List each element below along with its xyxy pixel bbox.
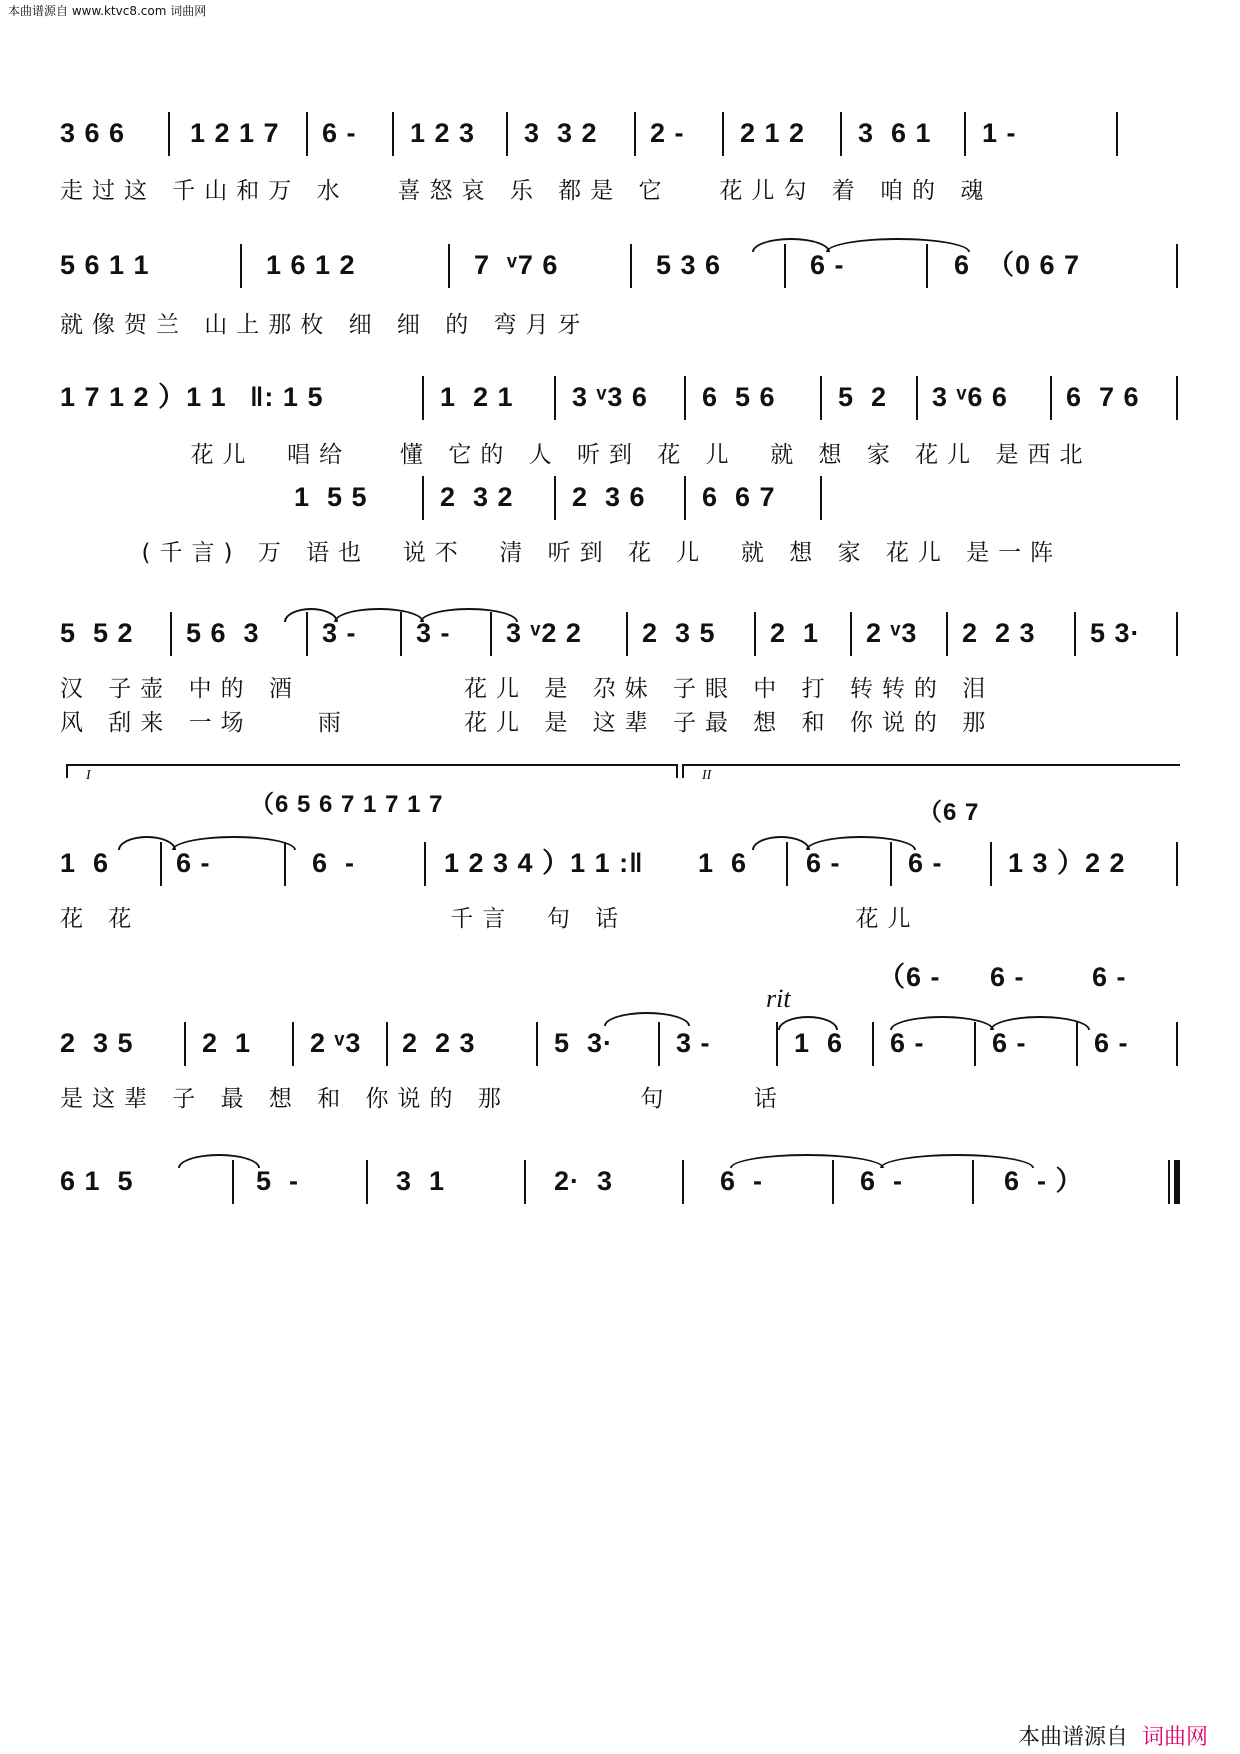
measure: 6 - [312,848,356,878]
barline [400,612,402,656]
measure: 5 - [256,1166,300,1196]
notes-line-5 [60,842,1180,886]
barline [554,376,556,420]
measure: 2 ᵛ3 [310,1028,362,1058]
measure: 6 1 5 [60,1166,134,1196]
measure: 6 - [890,1028,925,1058]
barline [832,1160,834,1204]
barline [284,842,286,886]
footer-credit [1018,1720,1208,1751]
measure: 5 2 [838,382,888,412]
measure: 3 ᵛ3 6 [572,382,648,412]
measure: 1 3 ）2 2 [1008,848,1126,878]
measure: 6 - [810,250,845,280]
measure: 2 - [650,118,685,148]
measure: 2 1 [770,618,820,648]
measure: 5 5 2 [60,618,134,648]
measure: 6 5 6 [702,382,776,412]
measure: 2 3 2 [440,482,514,512]
measure: 3 - [416,618,451,648]
upper-notes: 6 - [1092,962,1127,992]
measure: 6 - [322,118,357,148]
barline [722,112,724,156]
notes-line-3 [60,376,1180,420]
barline [964,112,966,156]
footer-source-text: 本曲谱源自 [1017,1725,1128,1750]
lyrics-line-3b: (千言) 万 语也 说不 清 听到 花 儿 就 想 家 花儿 是一阵 [60,540,1063,566]
measure: 5 3· [1090,618,1141,648]
final-barline [1168,1160,1170,1204]
measure: 2 3 6 [572,482,646,512]
barline [946,612,948,656]
measure: 2 1 [202,1028,252,1058]
measure: 7 ᵛ7 6 [474,250,559,280]
barline [170,612,172,656]
measure: 6 - [1094,1028,1129,1058]
barline [366,1160,368,1204]
measure: 1 7 1 2 ）1 1 [60,382,227,412]
volta-second-label: II [702,768,712,783]
barline [422,476,424,520]
barline [684,376,686,420]
barline [536,1022,538,1066]
barline [820,476,822,520]
notes-line-6 [60,1022,1180,1066]
lyrics-line-4a: 汉 子壶 中的 酒 花儿 是 尕妹 子眼 中 打 转转的 泪 [60,676,995,702]
barline [184,1022,186,1066]
measure: 5 3· [554,1028,614,1058]
repeat-start-measure: ‖: 1 5 [250,382,324,412]
measure: 5 3 6 [656,250,722,280]
barline [916,376,918,420]
upper-notes: （6 7 [918,799,980,826]
measure: 6 6 7 [702,482,776,512]
measure: 3 ᵛ2 2 [506,618,582,648]
barline [1176,612,1178,656]
notes-line-2 [60,244,1180,288]
barline [306,612,308,656]
lyrics-line-5: 花 花 千言 句 话 花儿 [60,906,920,932]
barline [776,1022,778,1066]
barline [850,612,852,656]
measure: 6 - [908,848,943,878]
measure: 6 - [176,848,211,878]
barline [1176,376,1178,420]
volta-bracket [66,764,1180,783]
barline [974,1022,976,1066]
barline [784,244,786,288]
notes-line-7 [60,1160,1180,1204]
measure: 1 2 3 [410,118,476,148]
measure: 2 1 2 [740,118,806,148]
barline [840,112,842,156]
barline [754,612,756,656]
barline [972,1160,974,1204]
barline [684,476,686,520]
measure: 3 3 2 [524,118,598,148]
notes-line-3b [60,476,1180,520]
lyrics-line-3a: 花儿 唱给 懂 它的 人 听到 花 儿 就 想 家 花儿 是西北 [60,442,1092,468]
source-watermark: 本曲谱源自 www.ktvc8.com 词曲网 [8,4,207,18]
barline [386,1022,388,1066]
upper-notes: （6 5 6 7 1 7 1 7 [250,791,444,818]
barline [890,842,892,886]
measure: 5 6 1 1 [60,250,150,280]
measure: 1 5 5 [294,482,368,512]
measure: 6 - [806,848,841,878]
measure: 3 - [676,1028,711,1058]
measure: 1 2 3 4 ）1 1 :‖ [444,848,644,878]
barline [1074,612,1076,656]
barline [232,1160,234,1204]
lyrics-line-1: 走过这 千山和万 水 喜怒哀 乐 都是 它 花儿勾 着 咱的 魂 [60,178,993,204]
barline [872,1022,874,1066]
barline [292,1022,294,1066]
barline [990,842,992,886]
measure: 3 6 1 [858,118,932,148]
measure: 2· 3 [554,1166,614,1196]
volta-first-label: I [86,768,91,783]
measure: 1 6 1 2 [266,250,356,280]
measure: 3 6 6 [60,118,126,148]
footer-site-link[interactable]: 词曲网 [1141,1725,1208,1750]
measure: 1 6 [60,848,110,878]
barline [524,1160,526,1204]
barline [422,376,424,420]
final-barline-thick [1174,1160,1180,1204]
lyrics-line-6: 是这辈 子 最 想 和 你说的 那 句 话 [60,1086,786,1112]
measure: 6 - [992,1028,1027,1058]
barline [820,376,822,420]
barline [658,1022,660,1066]
measure: 1 - [982,118,1017,148]
measure: 6 - [720,1166,764,1196]
barline [926,244,928,288]
barline [306,112,308,156]
measure: 2 2 3 [962,618,1036,648]
lyrics-line-4b: 风 刮来 一场 雨 花儿 是 这辈 子最 想 和 你说的 那 [60,710,995,736]
barline [490,612,492,656]
measure: 5 6 3 [186,618,260,648]
measure: 3 - [322,618,357,648]
notes-line-4 [60,612,1180,656]
barline [634,112,636,156]
measure: 2 2 3 [402,1028,476,1058]
barline [506,112,508,156]
upper-notes: 6 - [990,962,1025,992]
measure: 2 3 5 [60,1028,134,1058]
barline [168,112,170,156]
measure: 1 2 1 [440,382,514,412]
measure: 3 ᵛ6 6 [932,382,1008,412]
measure: 1 6 [698,848,748,878]
barline [1116,112,1118,156]
measure: 6 （0 6 7 [954,250,1081,280]
measure: 6 7 6 [1066,382,1140,412]
barline [392,112,394,156]
notes-line-1 [60,112,1180,156]
barline [1176,244,1178,288]
barline [160,842,162,886]
barline [554,476,556,520]
barline [1050,376,1052,420]
measure: 6 - [860,1166,904,1196]
barline [682,1160,684,1204]
barline [1176,1022,1178,1066]
measure: 2 ᵛ3 [866,618,918,648]
barline [626,612,628,656]
upper-notes: （6 - [878,962,941,992]
measure: 6 - ） [1004,1166,1084,1196]
measure: 3 1 [396,1166,446,1196]
barline [240,244,242,288]
barline [1176,842,1178,886]
barline [1076,1022,1078,1066]
barline [630,244,632,288]
measure: 2 3 5 [642,618,716,648]
lyrics-line-2: 就像贺兰 山上那枚 细 细 的 弯月牙 [60,312,590,338]
barline [448,244,450,288]
measure: 1 2 1 7 [190,118,280,148]
barline [424,842,426,886]
barline [786,842,788,886]
rit-marking: rit [766,984,791,1013]
measure: 1 6 [794,1028,844,1058]
